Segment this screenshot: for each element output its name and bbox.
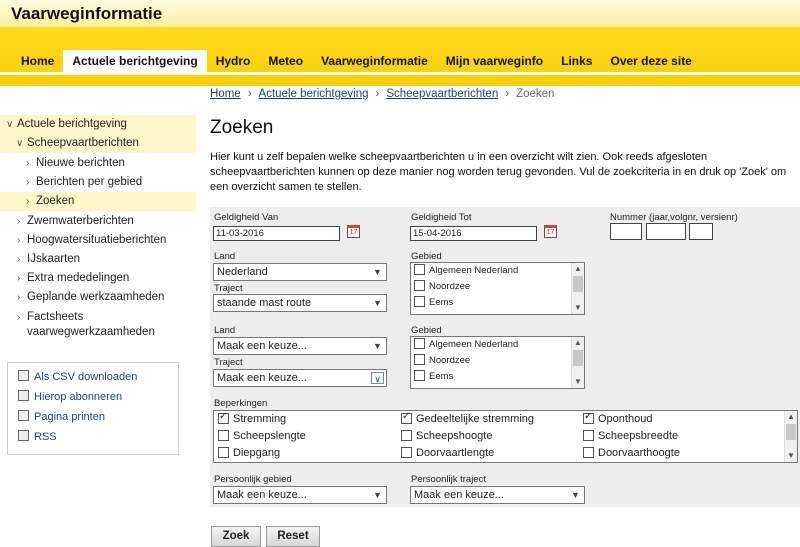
chevron-right-icon: › xyxy=(17,273,21,284)
beperkingen-label: Beperkingen xyxy=(214,398,268,409)
sidebar-item-extra-mededelingen[interactable] xyxy=(0,269,196,288)
scroll-up-icon[interactable]: ▲ xyxy=(787,412,795,421)
chevron-down-icon: ▼ xyxy=(373,341,382,351)
reset-button[interactable]: Reset xyxy=(266,526,320,547)
checkbox[interactable] xyxy=(414,296,425,307)
sidebar-item-berichten-per-gebied[interactable] xyxy=(0,173,196,192)
tool-label: Pagina printen xyxy=(34,411,105,423)
chevron-down-icon: ▼ xyxy=(373,490,382,500)
geldigheid-tot-input[interactable]: 15-04-2016 xyxy=(410,226,537,241)
checkbox[interactable] xyxy=(414,370,425,381)
sidebar-item-zoeken[interactable] xyxy=(0,192,196,211)
sidebar-nav xyxy=(0,115,196,341)
tool-label: Hierop abonneren xyxy=(34,391,123,403)
geldigheid-van-input[interactable]: 11-03-2016 xyxy=(213,226,340,241)
breadcrumb-home[interactable]: Home xyxy=(210,88,241,100)
breadcrumb-scheepvaartberichten[interactable]: Scheepvaartberichten xyxy=(386,88,499,100)
page-title: Zoeken xyxy=(210,117,274,138)
breadcrumb-current: Zoeken xyxy=(516,88,555,100)
select-value: Nederland xyxy=(217,266,268,278)
chevron-right-icon: › xyxy=(375,88,380,100)
chevron-down-icon: ▼ xyxy=(373,267,382,277)
checkbox[interactable] xyxy=(401,413,412,424)
option-label: Eems xyxy=(429,371,454,382)
land-label: Land xyxy=(214,325,236,336)
csv-icon xyxy=(18,370,29,381)
sidebar-tools xyxy=(7,362,179,455)
beperking-doorvaarthoogte[interactable] xyxy=(583,447,680,459)
option-label: Noordzee xyxy=(429,281,471,292)
option-label: Noordzee xyxy=(429,355,471,366)
list-item[interactable] xyxy=(411,337,584,353)
chevron-right-icon: › xyxy=(26,177,30,188)
nav-actuele-berichtgeving[interactable]: Actuele berichtgeving xyxy=(63,50,206,72)
scroll-up-icon[interactable]: ▲ xyxy=(574,264,582,273)
checkbox[interactable] xyxy=(414,354,425,365)
list-item[interactable] xyxy=(411,295,584,311)
checkbox[interactable] xyxy=(401,430,412,441)
nummer-volgnr-input[interactable] xyxy=(646,223,686,240)
sidebar-item-label: Geplande werkzaamheden xyxy=(27,291,165,303)
scroll-thumb[interactable] xyxy=(786,424,796,440)
chevron-right-icon: › xyxy=(17,292,21,303)
option-label: Doorvaartlengte xyxy=(416,447,495,459)
chevron-down-icon: ∨ xyxy=(16,138,24,149)
checkbox[interactable] xyxy=(218,447,229,458)
list-item[interactable] xyxy=(411,369,584,385)
chevron-right-icon: › xyxy=(17,312,21,323)
traject-label: Traject xyxy=(214,283,243,294)
beperkingen-listbox[interactable] xyxy=(213,410,798,463)
sidebar-item-label: Scheepvaartberichten xyxy=(27,137,139,149)
persoonlijk-traject-select[interactable] xyxy=(410,486,585,504)
nummer-label: Nummer (jaar,volgnr, versienr) xyxy=(610,212,738,223)
nav-home[interactable]: Home xyxy=(21,54,55,68)
list-item[interactable] xyxy=(411,263,584,279)
sidebar-item-label: Zwemwaterberichten xyxy=(27,215,134,227)
nav-hydro[interactable]: Hydro xyxy=(215,54,251,68)
list-item[interactable] xyxy=(411,279,584,295)
sidebar-item-label: Zoeken xyxy=(36,195,75,207)
printer-icon xyxy=(18,410,29,421)
nav-over-deze-site[interactable]: Over deze site xyxy=(610,54,692,68)
beperking-oponthoud[interactable] xyxy=(583,413,652,425)
nummer-versienr-input[interactable] xyxy=(689,223,713,240)
sidebar-item-label: Actuele berichtgeving xyxy=(17,118,127,130)
scroll-thumb[interactable] xyxy=(573,350,583,366)
persoonlijk-gebied-label: Persoonlijk gebied xyxy=(214,474,292,485)
sidebar-item-geplande-werkzaamheden[interactable] xyxy=(0,288,196,307)
nav-meteo[interactable]: Meteo xyxy=(268,54,304,68)
rss-icon xyxy=(18,430,29,441)
beperking-stremming[interactable] xyxy=(218,413,286,425)
checkbox[interactable] xyxy=(401,447,412,458)
sidebar-item-nieuwe-berichten[interactable] xyxy=(0,154,196,173)
persoonlijk-gebied-select[interactable] xyxy=(213,486,387,504)
beperking-scheepsbreedte[interactable] xyxy=(583,430,678,442)
list-item[interactable] xyxy=(411,353,584,369)
option-label: Eems xyxy=(429,297,454,308)
geldigheid-tot-label: Geldigheid Tot xyxy=(411,212,472,223)
traject-select-2[interactable] xyxy=(213,369,387,387)
option-label: Doorvaarthoogte xyxy=(598,447,680,459)
nav-vaarweginformatie[interactable]: Vaarweginformatie xyxy=(321,54,428,68)
sidebar-item-label: Nieuwe berichten xyxy=(36,157,125,169)
scroll-down-icon[interactable]: ▼ xyxy=(574,303,582,312)
chevron-right-icon: › xyxy=(17,235,21,246)
checkbox[interactable] xyxy=(583,413,594,424)
chevron-down-icon: ∨ xyxy=(371,372,384,384)
sidebar-item-label: Extra mededelingen xyxy=(27,272,130,284)
print-link[interactable] xyxy=(18,407,178,427)
checkbox[interactable] xyxy=(218,430,229,441)
sidebar-item-ijskaarten[interactable] xyxy=(0,250,196,269)
checkbox[interactable] xyxy=(414,264,425,275)
chevron-down-icon: ▼ xyxy=(373,298,382,308)
gebied-label: Gebied xyxy=(411,325,442,336)
chevron-right-icon: › xyxy=(505,88,510,100)
chevron-down-icon: ∨ xyxy=(6,119,14,130)
sidebar-item-zwemwaterberichten[interactable] xyxy=(0,212,196,231)
land-select-1[interactable] xyxy=(213,263,387,281)
tool-label: Als CSV downloaden xyxy=(34,371,138,383)
traject-label: Traject xyxy=(214,357,243,368)
scroll-thumb[interactable] xyxy=(573,276,583,292)
calendar-icon[interactable]: 17 xyxy=(347,225,360,238)
gebied-listbox-1[interactable] xyxy=(410,262,585,315)
intro-text: Hier kunt u zelf bepalen welke scheepvaartberichten u in een overzicht wilt zien. Ook reeds afgesloten scheepvaartberichten kunnen op deze manier nog worden terug gevonden. Vul de zoekcriteria in en druk op 'Zoek' om een overzicht samen te stellen. xyxy=(210,151,787,193)
chevron-down-icon: ▼ xyxy=(571,490,580,500)
sidebar-item-label: Factsheets vaarwegwerkzaamheden xyxy=(27,311,155,338)
checkbox[interactable] xyxy=(583,447,594,458)
option-label: Scheepsbreedte xyxy=(598,430,679,442)
csv-download-link[interactable] xyxy=(18,367,178,387)
scroll-down-icon[interactable]: ▼ xyxy=(574,377,582,386)
select-value: Maak een keuze... xyxy=(414,489,504,501)
beperking-doorvaartlengte[interactable] xyxy=(401,447,494,459)
zoek-button[interactable]: Zoek xyxy=(211,526,261,547)
option-label: Scheepslengte xyxy=(233,430,306,442)
scroll-down-icon[interactable]: ▼ xyxy=(787,451,795,460)
rss-link[interactable] xyxy=(18,427,178,447)
traject-select-1[interactable] xyxy=(213,294,387,312)
subscribe-link[interactable] xyxy=(18,387,178,407)
scrollbar[interactable] xyxy=(784,411,797,462)
tool-label: RSS xyxy=(34,431,57,443)
breadcrumb xyxy=(210,88,554,100)
nav-links[interactable]: Links xyxy=(561,54,593,68)
header-divider xyxy=(0,72,800,75)
gebied-listbox-2[interactable] xyxy=(410,336,585,389)
sidebar-item-hoogwatersituatieberichten[interactable] xyxy=(0,231,196,250)
scrollbar[interactable] xyxy=(571,263,584,314)
select-value: Maak een keuze... xyxy=(217,372,307,384)
mail-icon xyxy=(18,390,29,401)
checkbox[interactable] xyxy=(414,338,425,349)
sidebar-item-label: IJskaarten xyxy=(27,253,81,265)
option-label: Oponthoud xyxy=(598,413,653,425)
sidebar-item-actuele-berichtgeving[interactable] xyxy=(0,115,196,134)
beperking-gedeeltelijke-stremming[interactable] xyxy=(401,413,534,425)
geldigheid-van-label: Geldigheid Van xyxy=(214,212,279,223)
scrollbar[interactable] xyxy=(571,337,584,388)
beperking-diepgang[interactable] xyxy=(218,447,280,459)
calendar-icon[interactable]: 17 xyxy=(544,225,557,238)
persoonlijk-traject-label: Persoonlijk traject xyxy=(411,474,486,485)
sidebar-item-factsheets[interactable] xyxy=(0,307,170,341)
select-value: Maak een keuze... xyxy=(217,340,307,352)
main-nav xyxy=(12,50,701,72)
option-label: Algemeen Nederland xyxy=(429,339,519,350)
land-label: Land xyxy=(214,251,236,262)
checkbox[interactable] xyxy=(414,280,425,291)
chevron-right-icon: › xyxy=(247,88,252,100)
checkbox[interactable] xyxy=(583,430,594,441)
nummer-jaar-input[interactable] xyxy=(610,223,642,240)
breadcrumb-actuele-berichtgeving[interactable]: Actuele berichtgeving xyxy=(258,88,369,100)
checkbox[interactable] xyxy=(218,413,229,424)
chevron-right-icon: › xyxy=(17,254,21,265)
chevron-right-icon: › xyxy=(26,196,30,207)
nav-mijn-vaarweginfo[interactable]: Mijn vaarweginfo xyxy=(445,54,544,68)
option-label: Gedeeltelijke stremming xyxy=(416,413,534,425)
beperking-scheepslengte[interactable] xyxy=(218,430,306,442)
chevron-right-icon: › xyxy=(17,216,21,227)
sidebar-item-scheepvaartberichten[interactable] xyxy=(0,134,196,153)
select-value: staande mast route xyxy=(217,297,312,309)
option-label: Stremming xyxy=(233,413,287,425)
option-label: Scheepshoogte xyxy=(416,430,493,442)
chevron-right-icon: › xyxy=(26,158,30,169)
gebied-label: Gebied xyxy=(411,251,442,262)
scroll-up-icon[interactable]: ▲ xyxy=(574,338,582,347)
sidebar-item-label: Hoogwatersituatieberichten xyxy=(27,234,167,246)
site-title[interactable]: Vaarweginformatie xyxy=(11,4,163,23)
option-label: Diepgang xyxy=(233,447,281,459)
beperking-scheepshoogte[interactable] xyxy=(401,430,492,442)
select-value: Maak een keuze... xyxy=(217,489,307,501)
option-label: Algemeen Nederland xyxy=(429,265,519,276)
land-select-2[interactable] xyxy=(213,337,387,355)
sidebar-item-label: Berichten per gebied xyxy=(36,176,143,188)
